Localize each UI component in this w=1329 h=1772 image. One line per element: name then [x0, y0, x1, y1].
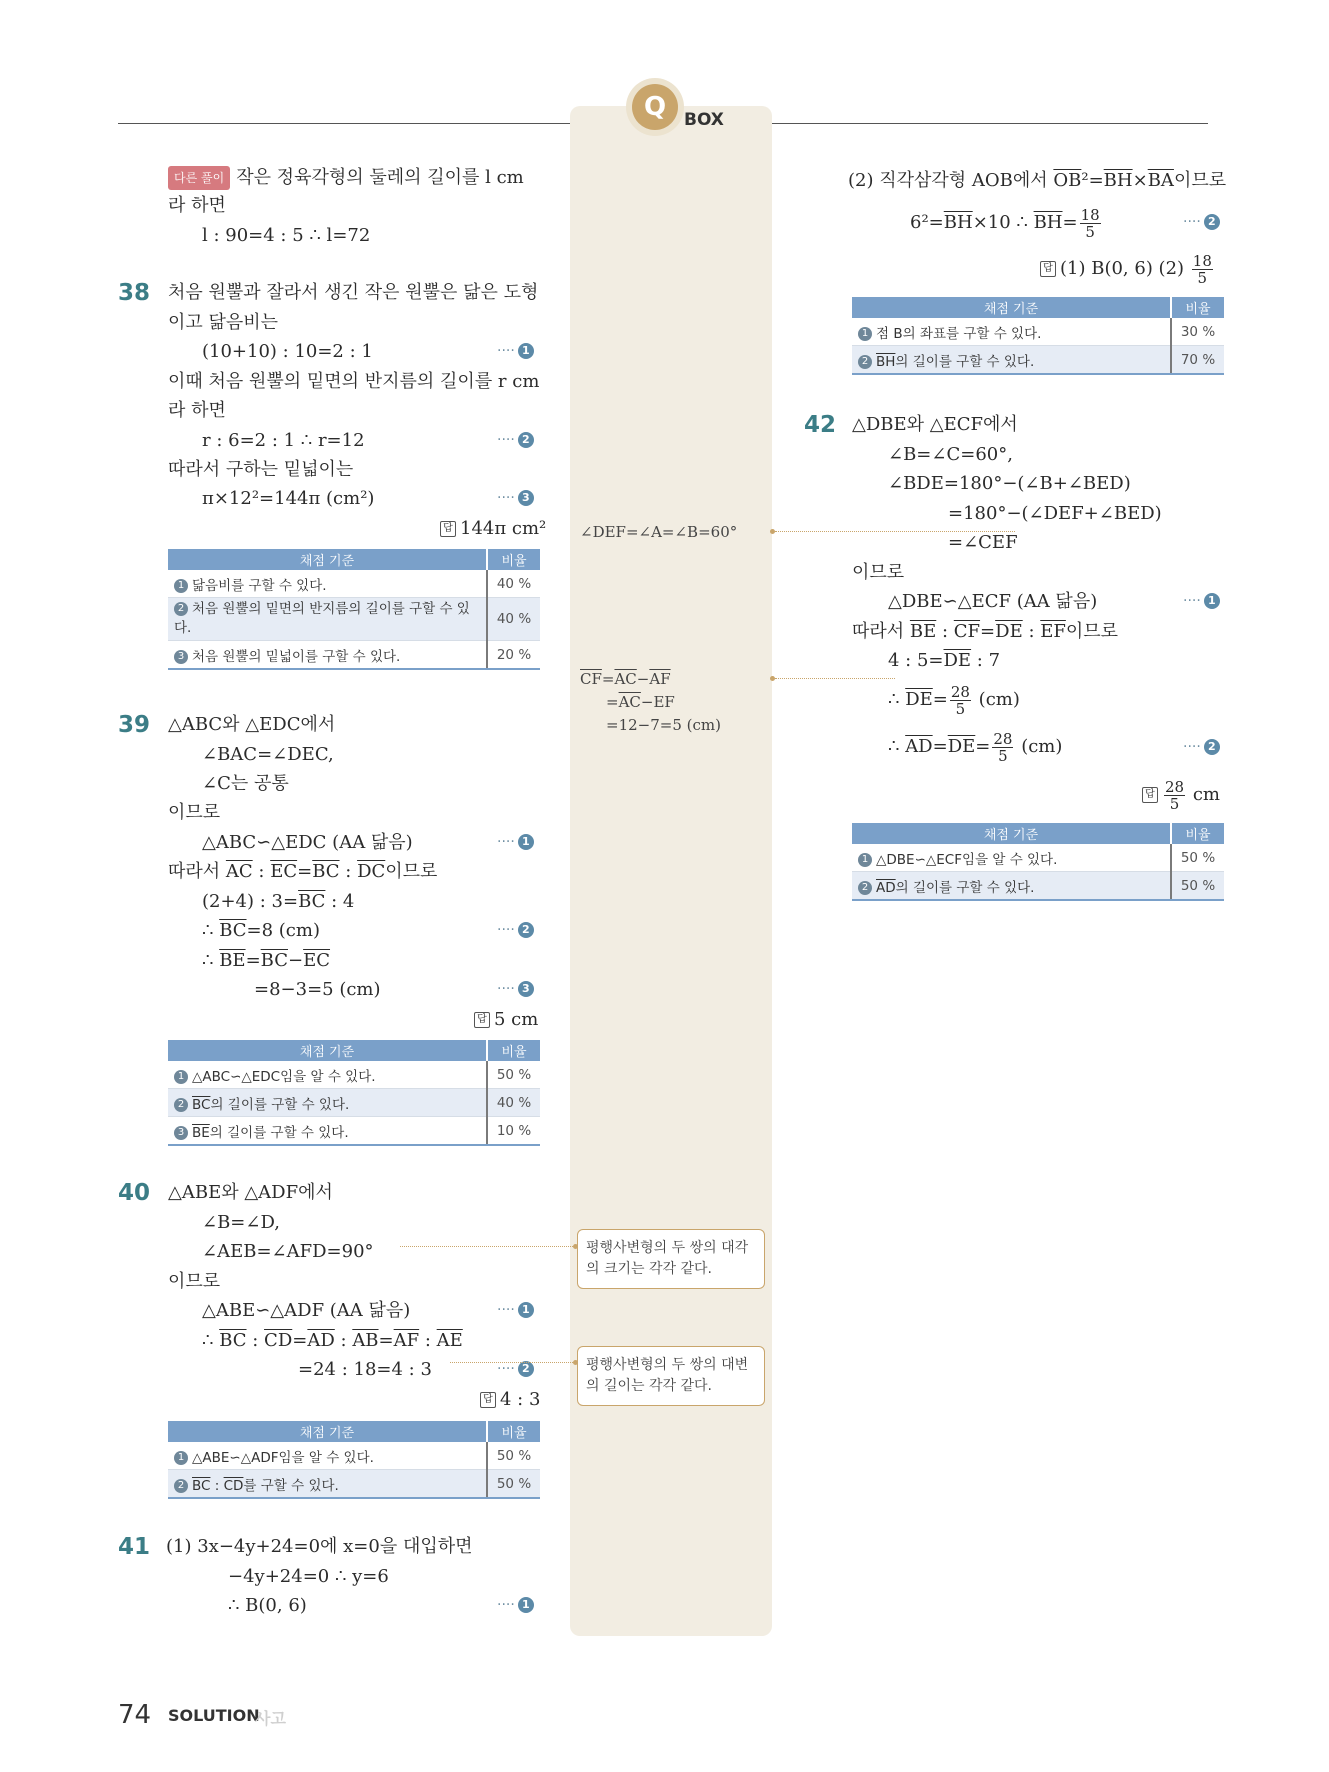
p38-line2: 이고 닮음비는: [168, 312, 279, 333]
table-row: 3 처음 원뿔의 밑넓이를 구할 수 있다. 20 %: [168, 641, 540, 670]
fraction: $\frac{28}{5}$: [1165, 777, 1185, 813]
p38-criteria-table: [168, 549, 540, 670]
answer-icon: 답: [1142, 787, 1158, 803]
p38-line4: 이때 처음 원뿔의 밑면의 반지름의 길이를 r cm: [168, 371, 540, 392]
ratio-header: 비율: [1171, 823, 1224, 844]
problem-number-41: 41: [118, 1534, 151, 1560]
p38-line5: 라 하면: [168, 400, 226, 421]
step-mark-1: ···· 1: [497, 343, 534, 359]
p38-line6: r : 6=2 : 1 ∴ r=12: [202, 430, 365, 451]
p38-line1: 처음 원뿔과 잘라서 생긴 작은 원뿔은 닮은 도형: [168, 282, 539, 303]
p39-answer: 답 5 cm: [474, 1009, 538, 1030]
p40-line7: =24 : 18=4 : 3: [298, 1359, 432, 1380]
p42-line11: ∴ $\overline{AD}=\overline{DE}=$ $\frac{28}{5}$ (cm): [888, 729, 1063, 765]
answer-icon: 답: [440, 521, 456, 537]
ratio-header: 비율: [487, 1421, 540, 1442]
step-mark-3: ···· 3: [497, 490, 534, 506]
fraction: $\frac{28}{5}$: [993, 729, 1013, 765]
problem-number-38: 38: [118, 280, 151, 306]
criteria-header: 채점 기준: [168, 1421, 487, 1442]
qbox-note-box-angles: 평행사변형의 두 쌍의 대각의 크기는 각각 같다.: [577, 1229, 765, 1289]
p42-line10: ∴ $\overline{DE}=$ $\frac{28}{5}$ (cm): [888, 682, 1020, 718]
p39-line8: ∴ $\overline{BC}=8$ (cm): [202, 920, 320, 941]
table-row: 2 처음 원뿔의 밑면의 반지름의 길이를 구할 수 있다. 40 %: [168, 598, 540, 641]
p40-line5: △ABE∽△ADF (AA 닮음): [202, 1300, 411, 1321]
p39-line1: △ABC와 △EDC에서: [168, 714, 336, 735]
table-row: 2 $\overline{BC}$ : $\overline{CD}$를 구할 수 있다. 50 %: [168, 1470, 540, 1499]
problem-number-40: 40: [118, 1180, 151, 1206]
problem-number-39: 39: [118, 712, 151, 738]
page-number: 74: [118, 1700, 152, 1730]
p41-line3: ∴ B(0, 6): [228, 1595, 307, 1616]
step-mark-1: ···· 1: [497, 834, 534, 850]
p42-answer: 답 $\frac{28}{5}$ cm: [1142, 777, 1220, 813]
alt-solution-line3: l : 90=4 : 5 ∴ l=72: [202, 225, 371, 246]
p42-line2: ∠B=∠C=60°,: [888, 444, 1013, 465]
alt-solution-text1: 작은 정육각형의 둘레의 길이를 l cm: [236, 167, 524, 188]
p42-line5: =∠CEF: [948, 532, 1018, 553]
p40-line4: 이므로: [168, 1271, 221, 1292]
criteria-header: 채점 기준: [168, 1040, 487, 1061]
step-mark-2: ···· 2: [497, 1361, 534, 1377]
step-mark-1: ···· 1: [1183, 593, 1220, 609]
table-row: 2 $\overline{BC}$의 길이를 구할 수 있다. 40 %: [168, 1089, 540, 1117]
problem-number-42: 42: [804, 412, 837, 438]
connector-line: [450, 1362, 577, 1363]
step-mark-1: ···· 1: [497, 1302, 534, 1318]
ratio-header: 비율: [487, 549, 540, 570]
p42-line7: △DBE∽△ECF (AA 닮음): [888, 591, 1098, 612]
p41-line1: (1) 3x−4y+24=0에 x=0을 대입하면: [166, 1536, 473, 1557]
p41-line5: $6^2=\overline{BH}\times 10$ ∴ $\overline{BH}=$ $\frac{18}{5}$: [910, 205, 1100, 241]
p39-line4: 이므로: [168, 802, 221, 823]
p39-line9: ∴ $\overline{BE}=\overline{BC}-\overline{EC}$: [202, 950, 331, 971]
p42-line1: △DBE와 △ECF에서: [852, 414, 1018, 435]
p42-line8: 따라서 $\overline{BE}$ : $\overline{CF}=\overline{DE}$ : $\overline{EF}$이므로: [852, 621, 1119, 642]
connector-dot: [573, 1244, 578, 1249]
table-row: 1 △ABC∽△EDC임을 알 수 있다. 50 %: [168, 1061, 540, 1089]
p41-line4: (2) 직각삼각형 AOB에서 $\overline{OB}^2=\overline{BH}\times\overline{BA}$이므로: [848, 170, 1227, 191]
p39-line10: =8−3=5 (cm): [254, 979, 381, 1000]
qbox-note-cf3: =12−7=5 (cm): [606, 716, 721, 734]
connector-line: [775, 678, 895, 679]
p39-line5: △ABC∽△EDC (AA 닮음): [202, 832, 413, 853]
p39-line3: ∠C는 공통: [202, 773, 289, 794]
table-row: 1 △DBE∽△ECF임을 알 수 있다. 50 %: [852, 844, 1224, 872]
p40-line2: ∠B=∠D,: [202, 1212, 280, 1233]
p38-line7: 따라서 구하는 밑넓이는: [168, 459, 354, 480]
answer-icon: 답: [480, 1392, 496, 1408]
table-row: 2 $\overline{BH}$의 길이를 구할 수 있다. 70 %: [852, 346, 1224, 375]
table-row: 3 $\overline{BE}$의 길이를 구할 수 있다. 10 %: [168, 1117, 540, 1146]
ratio-header: 비율: [487, 1040, 540, 1061]
footer-label: SOLUTION: [168, 1706, 260, 1725]
step-mark-2: ···· 2: [497, 922, 534, 938]
answer-icon: 답: [474, 1012, 490, 1028]
footer-brand: 사고: [255, 1709, 286, 1728]
criteria-header: 채점 기준: [168, 549, 487, 570]
criteria-header: 채점 기준: [852, 297, 1171, 318]
p39-line6: 따라서 $\overline{AC}$ : $\overline{EC}=\overline{BC}$ : $\overline{DC}$이므로: [168, 861, 438, 882]
fraction: $\frac{18}{5}$: [1192, 251, 1212, 287]
qbox-note-angle: ∠DEF=∠A=∠B=60°: [580, 523, 738, 541]
alt-solution-line1: [168, 166, 524, 190]
alt-solution-badge: 다른 풀이: [168, 166, 230, 190]
p42-line3: ∠BDE=180°−(∠B+∠BED): [888, 473, 1131, 494]
qbox-note-cf1: $\overline{CF}=\overline{AC}-\overline{AF}$: [580, 670, 671, 688]
step-mark-2: ···· 2: [1183, 214, 1220, 230]
criteria-header: 채점 기준: [852, 823, 1171, 844]
qbox-badge: Q: [632, 84, 678, 130]
alt-solution-line2: 라 하면: [168, 195, 226, 216]
p38-line8: π×12²=144π (cm²): [202, 488, 375, 509]
p40-line1: △ABE와 △ADF에서: [168, 1182, 333, 1203]
table-row: 1 닮음비를 구할 수 있다. 40 %: [168, 570, 540, 598]
step-mark-2: ···· 2: [497, 432, 534, 448]
connector-dot: [573, 1360, 578, 1365]
connector-line: [775, 531, 1015, 532]
p39-criteria-table: [168, 1040, 540, 1146]
fraction: $\frac{28}{5}$: [950, 682, 970, 718]
p41-answer: 답 (1) B(0, 6) (2) $\frac{18}{5}$: [1040, 252, 1215, 286]
table-row: 2 $\overline{AD}$의 길이를 구할 수 있다. 50 %: [852, 872, 1224, 901]
p42-criteria-table: [852, 823, 1224, 901]
p39-line7: (2+4) : $3=\overline{BC}$ : 4: [202, 891, 355, 912]
p42-line6: 이므로: [852, 562, 905, 583]
qbox-label: BOX: [684, 110, 724, 130]
ratio-header: 비율: [1171, 297, 1224, 318]
p40-line3: ∠AEB=∠AFD=90°: [202, 1241, 374, 1262]
step-mark-1: ···· 1: [497, 1597, 534, 1613]
p39-line2: ∠BAC=∠DEC,: [202, 744, 334, 765]
fraction: $\frac{18}{5}$: [1080, 205, 1100, 241]
step-mark-2: ···· 2: [1183, 739, 1220, 755]
p40-answer: 답 4 : 3: [480, 1389, 540, 1410]
step-mark-3: ···· 3: [497, 981, 534, 997]
qbox-note-cf2: $=\overline{AC}-EF$: [606, 693, 675, 711]
qbox-note-box-sides: 평행사변형의 두 쌍의 대변의 길이는 각각 같다.: [577, 1346, 765, 1406]
p42-line9: 4 : $5=\overline{DE}$ : 7: [888, 650, 1001, 671]
p38-answer: 답 144π cm²: [440, 518, 546, 539]
p38-line3: (10+10) : 10=2 : 1: [202, 341, 373, 362]
p40-criteria-table: [168, 1421, 540, 1499]
p40-line6: ∴ $\overline{BC}$ : $\overline{CD}=\overline{AD}$ : $\overline{AB}=\overline{AF}$ : $\overline{AE}$: [202, 1330, 463, 1351]
p42-line4: =180°−(∠DEF+∠BED): [948, 503, 1162, 524]
table-row: 1 △ABE∽△ADF임을 알 수 있다. 50 %: [168, 1442, 540, 1470]
p41-criteria-table: [852, 297, 1224, 375]
answer-icon: 답: [1040, 261, 1056, 277]
p41-line2: −4y+24=0 ∴ y=6: [228, 1566, 389, 1587]
connector-line: [400, 1246, 577, 1247]
qbox-column: [570, 106, 772, 1636]
table-row: 1 점 B의 좌표를 구할 수 있다. 30 %: [852, 318, 1224, 346]
